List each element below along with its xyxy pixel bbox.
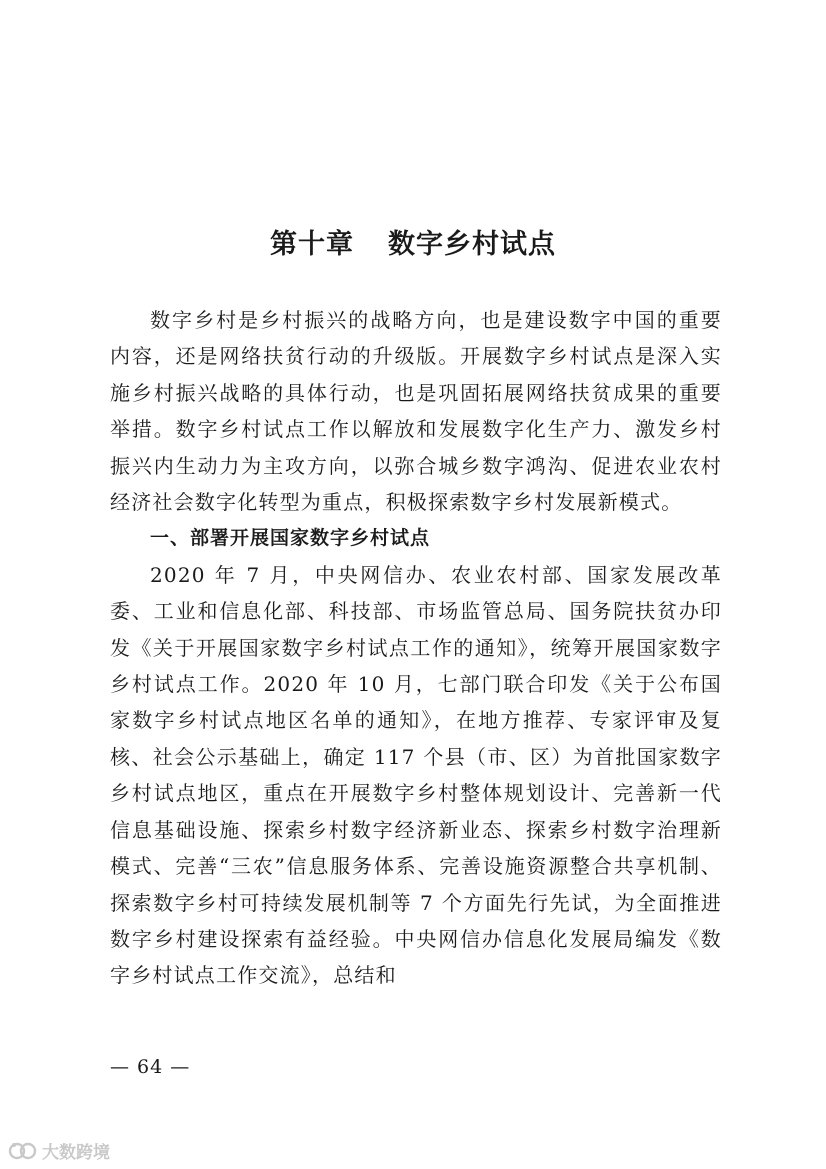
watermark (8, 1138, 110, 1163)
chapter-title (0, 222, 826, 261)
document-body (110, 302, 722, 994)
chapter-name: 数字乡村试点 (388, 229, 556, 260)
section-heading: 一、部署开展国家数字乡村试点 (150, 527, 431, 550)
chapter-number: 第十章 (270, 229, 354, 260)
intro-paragraph: 数字乡村是乡村振兴的战略方向，也是建设数字中国的重要内容，还是网络扶贫行动的升级版。开展数字乡村试点是深入实施乡村振兴战略的具体行动，也是巩固拓展网络扶贫成果的重要举措。数字乡村试点工作以解放和发展数字化生产力、激发乡村振兴内生动力为主攻方向，以弥合城乡数字鸿沟、促进农业农村经济社会数字化转型为重点，积极探索数字乡村发展新模式。 (110, 308, 722, 515)
section-paragraph: 2020 年 7 月，中央网信办、农业农村部、国家发展改革委、工业和信息化部、科技部、市场监管总局、国务院扶贫办印发《关于开展国家数字乡村试点工作的通知》，统筹开展国家数字乡村试点工作。2020 年 10 月，七部门联合印发《关于公布国家数字乡村试点地区名单的通知》，在地方推荐、专家评审及复核、社会公示基础上，确定 117 个县（市、区）为首批国家数字乡村试点地区，重点在开展数字乡村整体规划设计、完善新一代信息基础设施、探索乡村数字经济新业态、探索乡村数字治理新模式、完善“三农”信息服务体系、完善设施资源整合共享机制、探索数字乡村可持续发展机制等 7 个方面先行先试，为全面推进数字乡村建设探索有益经验。中央网信办信息化发展局编发《数字乡村试点工作交流》，总结和 (110, 562, 722, 988)
watermark-logo-icon (8, 1141, 38, 1161)
watermark-text: 大数跨境 (42, 1143, 110, 1163)
page-number: — 64 — (110, 1056, 191, 1078)
